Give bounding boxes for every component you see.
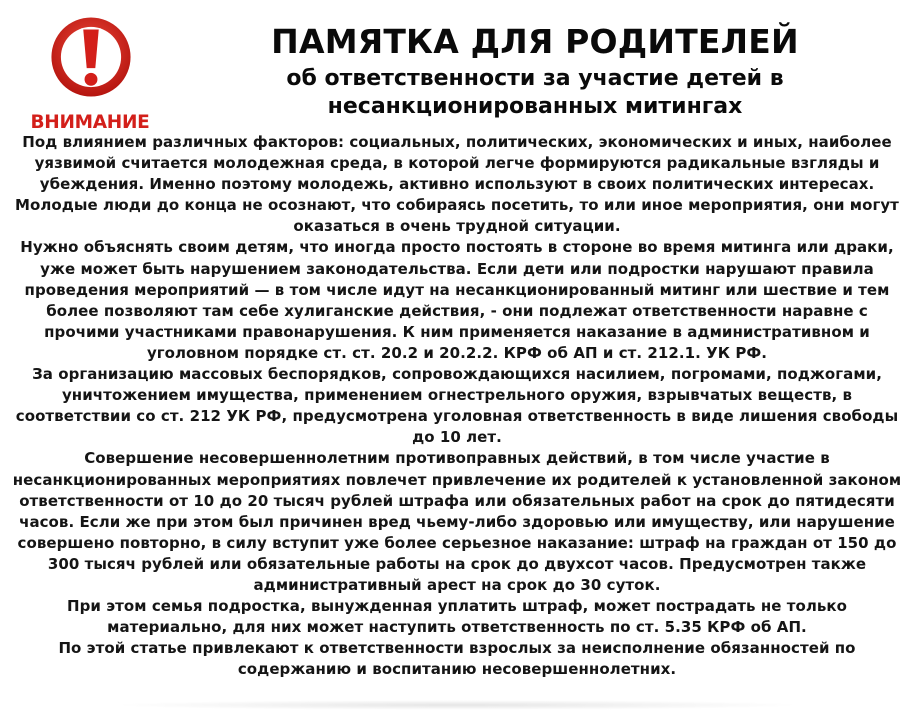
paragraph-family-consequences: При этом семья подростка, вынужденная уплатить штраф, может пострадать не только материально, для них может наступить ответственность по ст. 5.35 КРФ об АП. [67, 597, 847, 637]
warning-badge [14, 14, 166, 136]
paragraph-article-5-35: По этой статье привлекают к ответственности взрослых за неисполнение обязанностей по содержанию и воспитанию несовершеннолетних. [58, 639, 856, 679]
exclamation-icon [48, 14, 134, 100]
page-shadow [110, 700, 804, 710]
paragraph-parent-liability: Совершение несовершеннолетним противоправных действий, в том числе участие в несанкционированных мероприятиях повлечет привлечение их родителей к установленной законом ответственности от 10 до 20 тысяч рублей штрафа или обязательных работ на срок до пятидесяти часов. Если же при этом был причинен вред чьему-либо здоровью или имуществу, или нарушение совершено повторно, в силу вступит уже более серьезное наказание: штраф на граждан от 150 до 300 тысяч рублей или обязательные работы на срок до двухсот часов. Предусмотрен также административный арест на срок до 30 суток. [12, 449, 902, 594]
paragraph-explain-to-children: Нужно объяснять своим детям, что иногда просто постоять в стороне во время митинга или драки, уже может быть нарушением законодательства. Если дети или подростки нарушают правила проведения мероприятий — в том числе идут на несанкционированный митинг или шествие и тем более позволяют там себе хулиганские действия, - они подлежат ответственности наравне с прочими участниками правонарушения. К ним применяется наказание в административном и уголовном порядке ст. ст. 20.2 и 20.2.2. КРФ об АП и ст. 212.1. УК РФ. [20, 238, 894, 362]
memo-body [6, 132, 908, 680]
warning-label: ВНИМАНИЕ [30, 112, 150, 133]
page-subtitle-line-1: об ответственности за участие детей в [286, 66, 784, 91]
page-subtitle-line-2: несанкционированных митингах [327, 94, 743, 119]
page-title: ПАМЯТКА ДЛЯ РОДИТЕЛЕЙ [271, 22, 799, 61]
page-header [170, 22, 900, 121]
paragraph-mass-riots: За организацию массовых беспорядков, сопровождающихся насилием, погромами, поджогами, уничтожением имущества, применением огнестрельного оружия, взрывчатых веществ, в соответствии со ст. 212 УК РФ, предусмотрена уголовная ответственность в виде лишения свободы до 10 лет. [15, 365, 899, 447]
paragraph-youth-vulnerability: Под влиянием различных факторов: социальных, политических, экономических и иных, наиболее уязвимой считается молодежная среда, в которой легче формируются радикальные взгляды и убеждения. Именно поэтому молодежь, активно используют в своих политических интересах. Молодые люди до конца не осознают, что собираясь посетить, то или иное мероприятия, они могут оказаться в очень трудной ситуации. [15, 133, 899, 236]
